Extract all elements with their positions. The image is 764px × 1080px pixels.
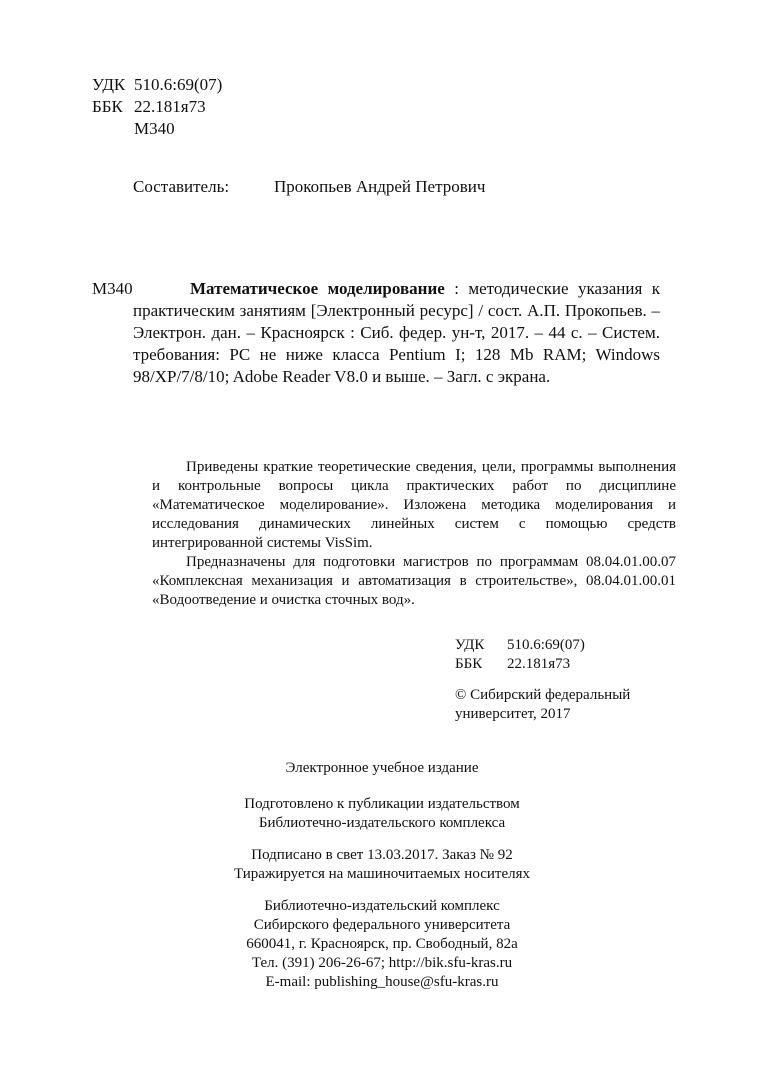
compiler-line xyxy=(133,176,485,198)
classification-codes-bottom xyxy=(455,636,585,674)
author-mark: М340 xyxy=(134,119,175,138)
prepared-by: Подготовлено к публикации издательством Библиотечно-издательского комплекса xyxy=(244,796,520,831)
bibliographic-details: : методические указания к практическим занятиям [Электронный ресурс] / сост. А.П. Прокопьев. – Электрон. дан. – Красноярск : Сиб. федер. ун-т, 2017. – 44 с. – Систем. требования: PC не ниже класса Pentium I; 128 Mb RAM; Windows 98/XP/7/8/10; Adobe Reader V8.0 и выше. – Загл. с экрана. xyxy=(133,279,660,386)
publisher-info xyxy=(0,897,764,992)
copyright-notice xyxy=(455,686,675,724)
bibliographic-description xyxy=(133,278,660,388)
udk-value: 510.6:69(07) xyxy=(134,75,223,94)
publisher-email: E-mail: publishing_house@sfu-kras.ru xyxy=(265,974,499,990)
udk-label: УДК xyxy=(455,637,485,653)
annotation-paragraph: Приведены краткие теоретические сведения, цели, программы выполнения и контрольные вопросы цикла практических работ по дисциплине «Математическое моделирование». Изложена методика моделирования и исследования динамических линейных систем с помощью средств интегрированной системы VisSim. xyxy=(152,459,676,551)
bbk-label: ББК xyxy=(455,656,483,672)
publisher-address: 660041, г. Красноярск, пр. Свободный, 82а xyxy=(246,936,518,952)
signed-line: Подписано в свет 13.03.2017. Заказ № 92 xyxy=(251,847,513,863)
classification-codes-top xyxy=(92,74,222,140)
copyright-line: © Сибирский федеральный xyxy=(455,687,631,703)
bbk-value: 22.181я73 xyxy=(507,656,571,672)
compiler-label: Составитель: xyxy=(133,177,230,196)
copyright-line: университет, 2017 xyxy=(455,706,571,722)
publication-info xyxy=(0,846,764,884)
udk-value: 510.6:69(07) xyxy=(507,637,585,653)
biblio-author-mark: М340 xyxy=(92,279,133,298)
edition-type: Электронное учебное издание xyxy=(285,760,479,776)
compiler-name: Прокопьев Андрей Петрович xyxy=(274,177,486,196)
bbk-value: 22.181я73 xyxy=(134,97,206,116)
publisher-org: Сибирского федерального университета xyxy=(253,917,511,933)
replication-line: Тиражируется на машиночитаемых носителях xyxy=(233,866,530,882)
publisher-name: Библиотечно-издательский комплекс xyxy=(264,898,500,914)
annotation xyxy=(152,458,676,610)
udk-label: УДК xyxy=(92,75,126,94)
book-title: Математическое моделирование xyxy=(190,279,445,298)
publisher-phone: Тел. (391) 206-26-67; http://bik.sfu-kras.ru xyxy=(251,955,513,971)
annotation-paragraph: Предназначены для подготовки магистров по программам 08.04.01.00.07 «Комплексная механизация и автоматизация в строительстве», 08.04.01.00.01 «Водоотведение и очистка сточных вод». xyxy=(152,554,676,608)
bbk-label: ББК xyxy=(92,97,123,116)
